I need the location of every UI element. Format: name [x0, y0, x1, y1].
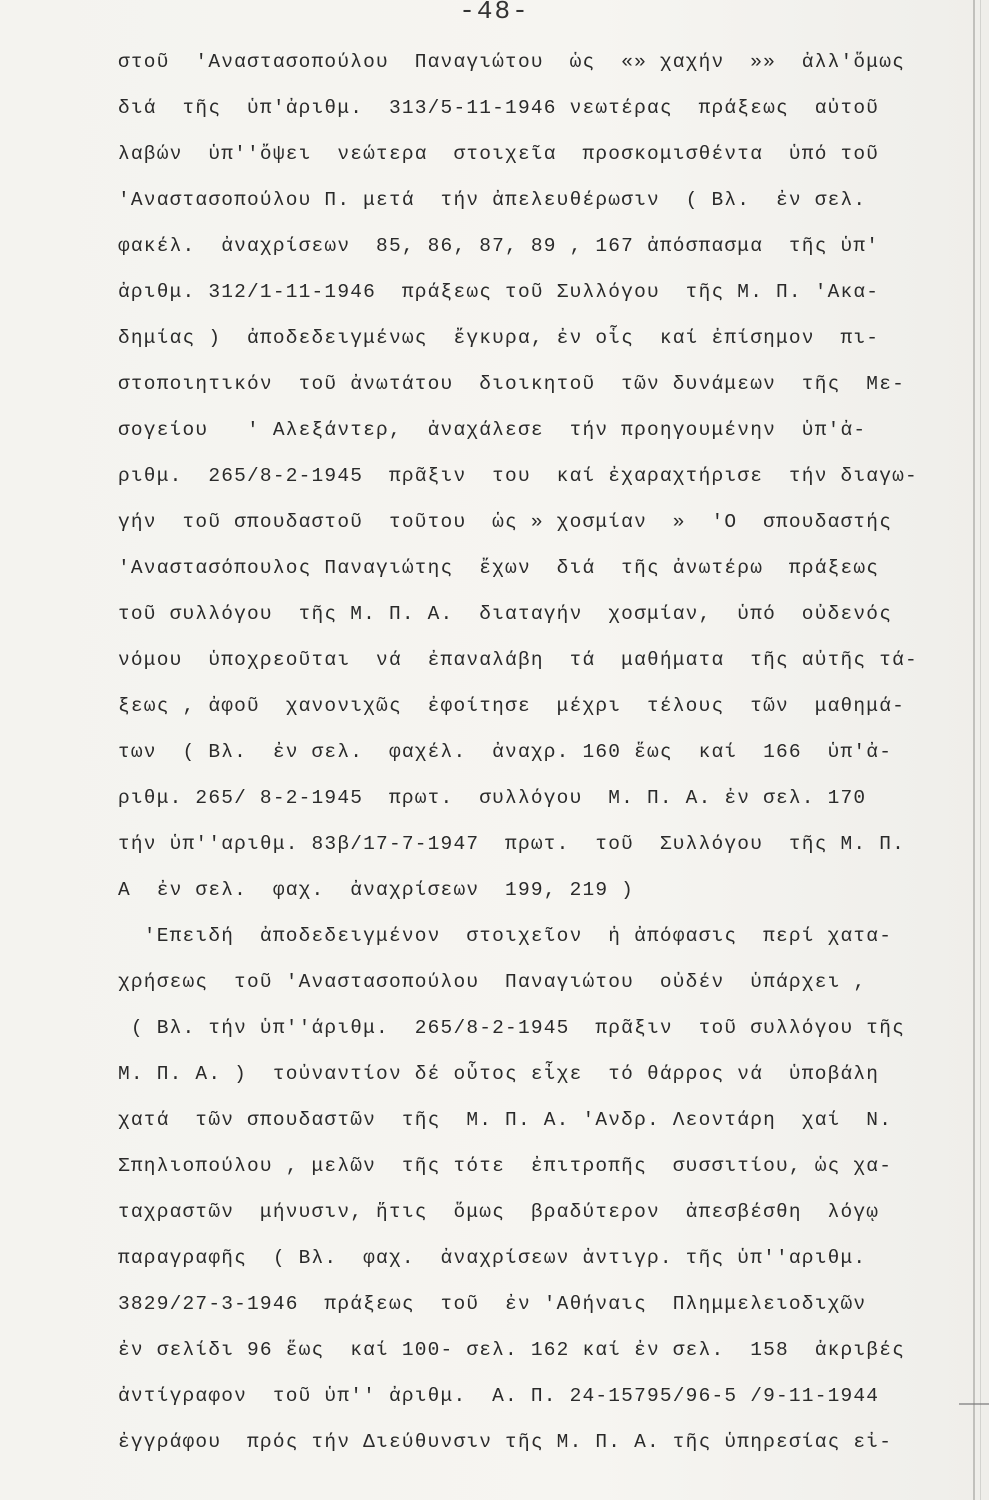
text-line: χατά τῶν σπουδαστῶν τῆς Μ. Π. Α. 'Ανδρ. Λεοντάρη χαί Ν.	[118, 1109, 893, 1131]
text-line: ριθμ. 265/ 8-2-1945 πρωτ. συλλόγου Μ. Π. Α. ἐν σελ. 170	[118, 787, 867, 809]
text-line: 'Επειδή ἀποδεδειγμένον στοιχεῖον ἡ ἀπόφασις περί χατα-	[118, 925, 893, 947]
text-line: παραγραφῆς ( Βλ. φαχ. ἀναχρίσεων ἀντιγρ. τῆς ὑπ''αριθμ.	[118, 1247, 867, 1269]
text-line: φακέλ. ἀναχρίσεων 85, 86, 87, 89 , 167 ἀπόσπασμα τῆς ὑπ'	[118, 235, 880, 257]
text-line: Σπηλιοπούλου , μελῶν τῆς τότε ἐπιτροπῆς συσσιτίου, ὡς χα-	[118, 1155, 893, 1177]
text-line: ἀριθμ. 312/1-11-1946 πράξεως τοῦ Συλλόγου τῆς Μ. Π. 'Ακα-	[118, 281, 880, 303]
text-line: λαβών ὑπ''ὄψει νεώτερα στοιχεῖα προσκομισθέντα ὑπό τοῦ	[118, 143, 880, 165]
text-line: στοποιητικόν τοῦ ἀνωτάτου διοικητοῦ τῶν δυνάμεων τῆς Με-	[118, 373, 906, 395]
text-line: τοῦ συλλόγου τῆς Μ. Π. Α. διαταγήν χοσμίαν, ὑπό οὐδενός	[118, 603, 893, 625]
text-line: Μ. Π. Α. ) τοὐναντίον δέ οὗτος εἶχε τό θάρρος νά ὑποβάλη	[118, 1063, 880, 1085]
text-line: 'Αναστασόπουλος Παναγιώτης ἔχων διά τῆς ἀνωτέρω πράξεως	[118, 557, 880, 579]
text-line: νόμου ὑποχρεοῦται νά ἐπαναλάβη τά μαθήματα τῆς αὐτῆς τά-	[118, 649, 918, 671]
text-line: ξεως , ἀφοῦ χανονιχῶς ἐφοίτησε μέχρι τέλους τῶν μαθημά-	[118, 695, 906, 717]
text-line: 3829/27-3-1946 πράξεως τοῦ ἐν 'Αθήναις Πλημμελειοδιχῶν	[118, 1293, 867, 1315]
text-line: 'Αναστασοπούλου Π. μετά τήν ἀπελευθέρωσιν ( Βλ. ἐν σελ.	[118, 189, 867, 211]
text-line: χρήσεως τοῦ 'Αναστασοπούλου Παναγιώτου οὐδέν ὑπάρχει ,	[118, 971, 867, 993]
text-line: ἐγγράφου πρός τήν Διεύθυνσιν τῆς Μ. Π. Α. τῆς ὑπηρεσίας εἰ-	[118, 1431, 893, 1453]
text-line: των ( Βλ. ἐν σελ. φαχέλ. ἀναχρ. 160 ἕως καί 166 ὑπ'ἀ-	[118, 741, 893, 763]
text-line: σογείου ' Αλεξάντερ, ἀναχάλεσε τήν προηγουμένην ὑπ'ἀ-	[118, 419, 867, 441]
text-line: τήν ὑπ''αριθμ. 83β/17-7-1947 πρωτ. τοῦ Συλλόγου τῆς Μ. Π.	[118, 833, 906, 855]
text-line: ( Βλ. τήν ὑπ''άριθμ. 265/8-2-1945 πρᾶξιν τοῦ συλλόγου τῆς	[118, 1017, 906, 1039]
text-line: διά τῆς ὑπ'ἀριθμ. 313/5-11-1946 νεωτέρας πράξεως αὐτοῦ	[118, 97, 880, 119]
text-line: Α ἐν σελ. φαχ. ἀναχρίσεων 199, 219 )	[118, 879, 635, 901]
text-line: ἀντίγραφον τοῦ ὑπ'' ἀριθμ. Α. Π. 24-15795/96-5 /9-11-1944	[118, 1385, 880, 1407]
text-line: ριθμ. 265/8-2-1945 πρᾶξιν του καί ἐχαραχτήρισε τήν διαγω-	[118, 465, 918, 487]
text-line: στοῦ 'Αναστασοπούλου Παναγιώτου ὡς «» χαχήν »» ἀλλ'ὅμως	[118, 51, 906, 73]
text-line: ἐν σελίδι 96 ἕως καί 100- σελ. 162 καί ἐν σελ. 158 ἀκριβές	[118, 1339, 906, 1361]
page-number: -48-	[459, 0, 530, 26]
text-line: γήν τοῦ σπουδαστοῦ τοῦτου ὡς » χοσμίαν » 'Ο σπουδαστής	[118, 511, 893, 533]
text-line: δημίας ) ἀποδεδειγμένως ἔγκυρα, ἐν οἷς καί ἐπίσημον πι-	[118, 327, 880, 349]
text-line: ταχραστῶν μήνυσιν, ἥτις ὅμως βραδύτερον ἀπεσβέσθη λόγῳ	[118, 1201, 880, 1223]
